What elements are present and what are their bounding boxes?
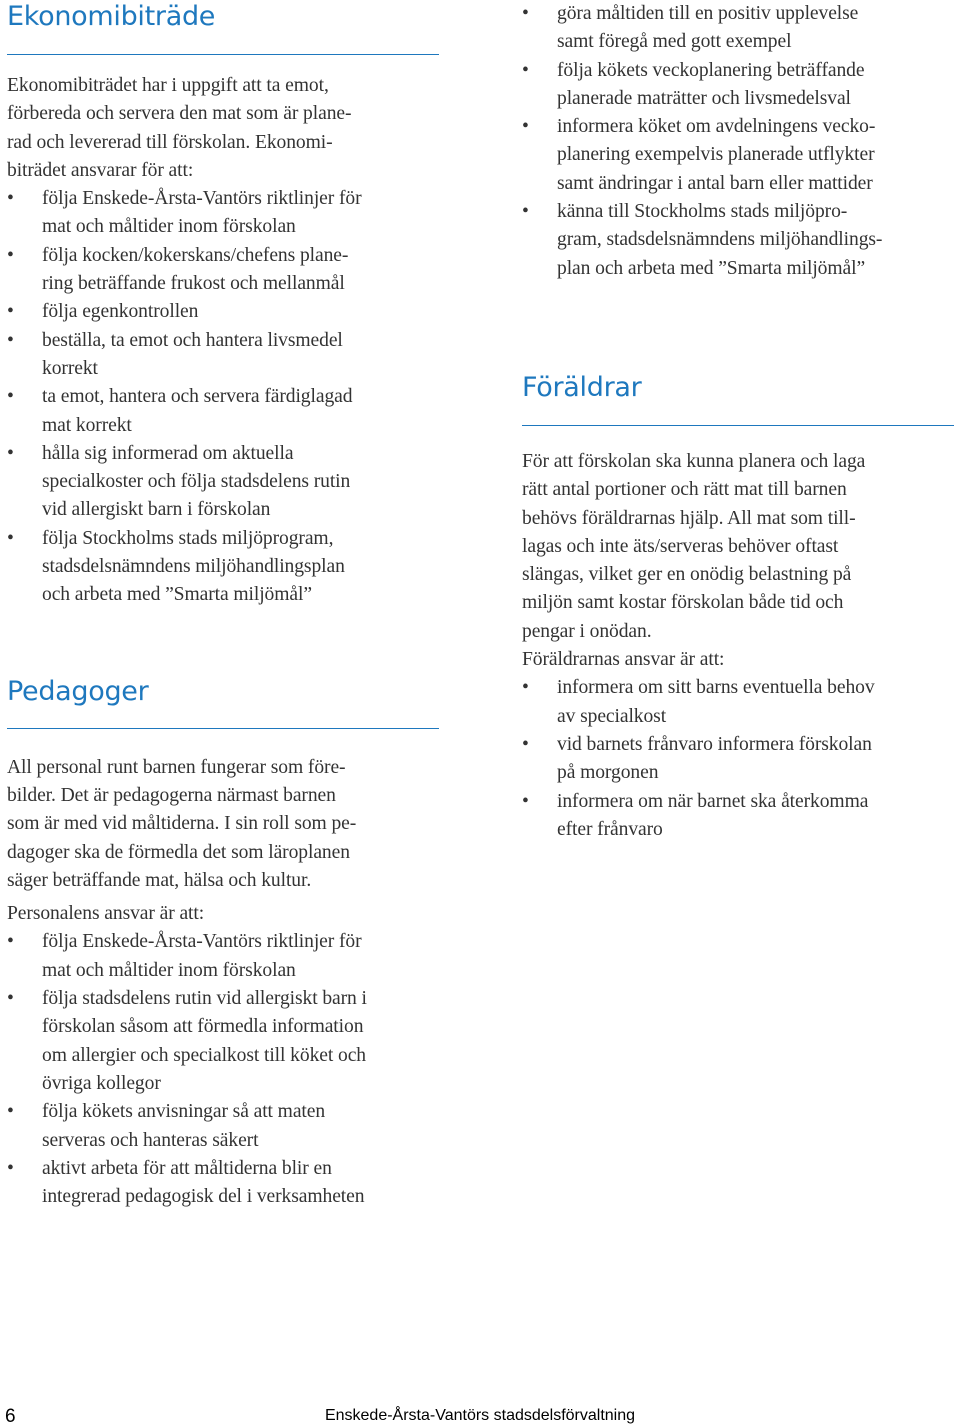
bullet-icon: • [7,301,14,323]
ekonomibitrade-duties-list [7,185,439,609]
list-item: • följa egenkontrollen [7,298,439,326]
personalens-ansvar-label: Personalens ansvar är att: [7,903,205,925]
bullet-icon: • [522,790,529,812]
left-column [7,0,439,1211]
text-line: behövs föräldrarnas hjälp. All mat som till- [522,507,856,529]
ekonomibitrade-intro [7,72,439,185]
text-line: biträdet ansvarar för att: [7,159,194,181]
text-line: bilder. Det är pedagogerna närmast barnen [7,784,336,806]
bullet-icon: • [522,116,529,138]
text-line: Ekonomibiträdet har i uppgift att ta emot, [7,75,329,96]
bullet-icon: • [7,244,14,266]
right-column [522,0,954,844]
foraldrarnas-ansvar-label: Föräldrarnas ansvar är att: [522,649,725,671]
text-line: pengar i onödan. [522,620,652,642]
list-item: • följa kökets veckoplanering beträffande planerade maträtter och livsmedelsval [522,57,954,114]
pedagoger-duties-list-continued [522,0,954,283]
text-line: miljön samt kostar förskolan både tid och [522,592,844,614]
pedagoger-duties-list [7,928,439,1211]
list-item: • ta emot, hantera och servera färdiglagad mat korrekt [7,383,439,440]
list-item: • informera om sitt barns eventuella behov av specialkost [522,674,954,731]
bullet-icon: • [7,386,14,408]
text-line: rad och levererad till förskolan. Ekonomi- [7,131,333,153]
list-item: • känna till Stockholms stads miljöpro- gram, stadsdelsnämndens miljöhandlings- plan och arbeta med ”Smarta miljömål” [522,198,954,283]
text-line: slängas, vilket ger en onödig belastning på [522,564,852,586]
list-item: • informera köket om avdelningens vecko- planering exempelvis planerade utflykter samt ändringar i antal barn eller mattider [522,113,954,198]
bullet-icon: • [522,59,529,81]
list-item: • aktivt arbeta för att måltiderna blir en integrerad pedagogisk del i verksamheten [7,1155,439,1212]
list-item: • följa kökets anvisningar så att maten serveras och hanteras säkert [7,1098,439,1155]
bullet-icon: • [522,3,529,24]
text-line: För att förskolan ska kunna planera och laga [522,450,866,472]
bullet-icon: • [522,201,529,223]
footer-organization: Enskede-Årsta-Vantörs stadsdelsförvaltning [324,1407,636,1424]
bullet-icon: • [7,527,14,549]
list-item: • följa kocken/kokerskans/chefens plane- ring beträffande frukost och mellanmål [7,242,439,299]
list-item: • följa Enskede-Årsta-Vantörs riktlinjer för mat och måltider inom förskolan [7,928,439,985]
bullet-icon: • [7,1157,14,1179]
heading-rule [522,425,954,426]
list-item: • följa Enskede-Årsta-Vantörs riktlinjer för mat och måltider inom förskolan [7,185,439,242]
list-item: • hålla sig informerad om aktuella specialkoster och följa stadsdelens rutin vid allergiskt barn i förskolan [7,440,439,525]
bullet-icon: • [7,1101,14,1123]
bullet-icon: • [7,988,14,1010]
pedagoger-intro [7,754,439,895]
list-item: • följa Stockholms stads miljöprogram, stadsdelsnämndens miljöhandlingsplan och arbeta med ”Smarta miljömål” [7,525,439,610]
text-line: rätt antal portioner och rätt mat till barnen [522,479,847,501]
bullet-icon: • [7,329,14,351]
heading-foraldrar: Föräldrar [522,371,642,403]
list-item: • följa stadsdelens rutin vid allergiskt barn i förskolan såsom att förmedla information om allergier och specialkost till köket och övriga kollegor [7,985,439,1098]
list-item: • göra måltiden till en positiv upplevelse samt föregå med gott exempel [522,0,954,57]
foraldrar-intro [522,448,954,646]
text-line: lagas och inte äts/serveras behöver oftast [522,535,839,557]
heading-pedagoger: Pedagoger [7,675,149,707]
bullet-icon: • [7,931,14,953]
bullet-icon: • [522,733,529,755]
heading-ekonomibitrade: Ekonomibiträde [7,1,216,32]
text-line: som är med vid måltiderna. I sin roll som pe- [7,813,357,835]
page-number: 6 [5,1406,16,1427]
heading-rule [7,54,439,55]
text-line: säger beträffande mat, hälsa och kultur. [7,869,312,891]
text-line: All personal runt barnen fungerar som före- [7,756,346,778]
text-line: dagoger ska de förmedla det som läroplanen [7,841,350,863]
list-item: • vid barnets frånvaro informera förskolan på morgonen [522,731,954,788]
list-item: • informera om när barnet ska återkomma efter frånvaro [522,788,954,845]
foraldrar-duties-list [522,674,954,844]
bullet-icon: • [7,442,14,464]
list-item: • beställa, ta emot och hantera livsmedel korrekt [7,327,439,384]
heading-rule [7,728,439,729]
bullet-icon: • [7,188,14,210]
text-line: förbereda och servera den mat som är plane- [7,103,352,125]
bullet-icon: • [522,677,529,699]
